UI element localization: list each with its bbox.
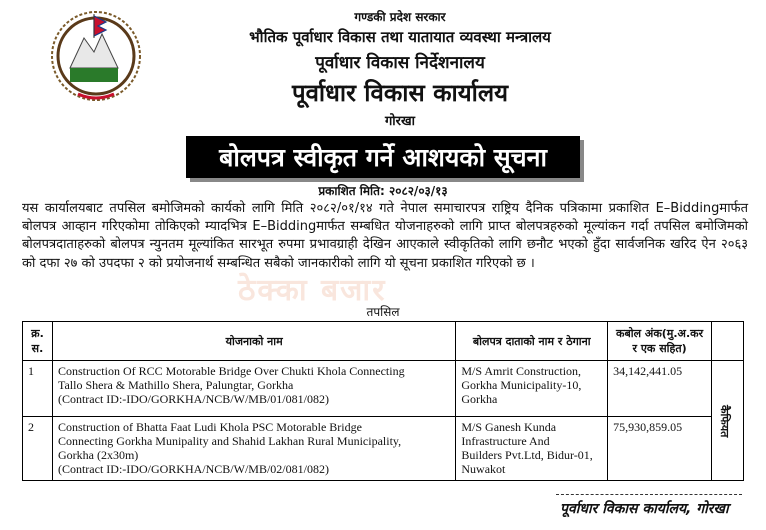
project-line: (Contract ID:-IDO/GORKHA/NCB/W/MB/02/081/082) — [57, 462, 329, 476]
bidder-line: M/S Ganesh Kunda — [461, 420, 557, 434]
header-remarks — [712, 322, 744, 361]
nepal-emblem — [48, 6, 144, 106]
directorate-name: पूर्वाधार विकास निर्देशनालय — [315, 53, 485, 73]
bidder-line: Builders Pvt.Ltd, Bidur-01, — [461, 448, 593, 462]
bidder-line: Gorkha Municipality-10, — [461, 378, 582, 392]
published-date: प्रकाशित मिति: २०८२/०३/१३ — [318, 184, 448, 198]
notice-title-banner: बोलपत्र स्वीकृत गर्ने आशयको सूचना — [186, 136, 580, 178]
header-bidder: बोलपत्र दाताको नाम र ठेगाना — [456, 322, 608, 361]
row-bidder — [456, 361, 608, 417]
project-line: (Contract ID:-IDO/GORKHA/NCB/W/MB/01/081/082) — [57, 392, 329, 406]
details-label: तपसिल — [366, 305, 400, 319]
row-sn: 2 — [23, 417, 53, 481]
office-name: पूर्वाधार विकास कार्यालय — [291, 79, 509, 107]
row-project — [52, 417, 455, 481]
bidder-line: Gorkha — [461, 392, 498, 406]
office-location: गोरखा — [384, 114, 415, 129]
row-bidder — [456, 417, 608, 481]
signature-office: पूर्वाधार विकास कार्यालय, गोरखा — [560, 501, 729, 517]
project-line: Construction Of RCC Motorable Bridge Over Chukti Khola Connecting — [57, 364, 405, 378]
signature-line — [556, 494, 742, 495]
project-line: Tallo Shera & Mathillo Shera, Palungtar, Gorkha — [57, 378, 294, 392]
project-line: Construction of Bhatta Faat Ludi Khola PSC Motorable Bridge — [57, 420, 362, 434]
row-amount: 34,142,441.05 — [608, 361, 712, 417]
remarks-label: कैफियत — [718, 405, 732, 438]
bid-table — [22, 321, 744, 481]
row-project — [52, 361, 455, 417]
bidder-line: Infrastructure And — [461, 434, 550, 448]
project-line: Connecting Gorkha Munipality and Shahid Lakhan Rural Municipality, — [57, 434, 402, 448]
row-amount: 75,930,859.05 — [608, 417, 712, 481]
bidder-line: Nuwakot — [461, 462, 506, 476]
table-row — [23, 361, 744, 417]
bidder-line: M/S Amrit Construction, — [461, 364, 582, 378]
remarks-cell — [712, 361, 744, 481]
header-sn: क्र. स. — [23, 322, 53, 361]
ministry-name: भौतिक पूर्वाधार विकास तथा यातायात व्यवस्था मन्त्रालय — [249, 28, 551, 46]
row-sn: 1 — [23, 361, 53, 417]
project-line: Gorkha (2x30m) — [57, 448, 139, 462]
province-government: गण्डकी प्रदेश सरकार — [354, 10, 446, 24]
notice-body: यस कार्यालयबाट तपसिल बमोजिमको कार्यको लागि मिति २०८२/०१/१४ गते नेपाल समाचारपत्र राष्ट्रिय दैनिक पत्रिकामा प्रकाशित E–Biddingमार्फत बोलपत्र आव्हान गरिएकोमा तोकिएको म्यादभित्र E–Biddingमार्फत सम्बधित योजनाहरुको लागि प्राप्त बोलपत्रहरुको मूल्यांकन गर्दा तपसिल बमोजिमको बोलपत्रदाताहरुको बोलपत्र न्युनतम मूल्यांकित सारभूत रुपमा प्रभावग्राही देखिन आएकाले स्वीकृतिको लागि छनौट भएको हुँदा सार्वजनिक खरिद ऐन २०६३ को दफा २७ को उपदफा २ को प्रयोजनार्थ सम्बन्धित सबैको जानकारीको लागि यो सूचना प्रकाशित गरिएको छ । — [22, 201, 748, 271]
table-row — [23, 417, 744, 481]
table-header-row — [23, 322, 744, 361]
header-project: योजनाको नाम — [52, 322, 455, 361]
header-amount: कबोल अंक(मु.अ.कर र एक सहित) — [608, 322, 712, 361]
watermark-logo: ठेक्का बजार — [238, 273, 387, 308]
